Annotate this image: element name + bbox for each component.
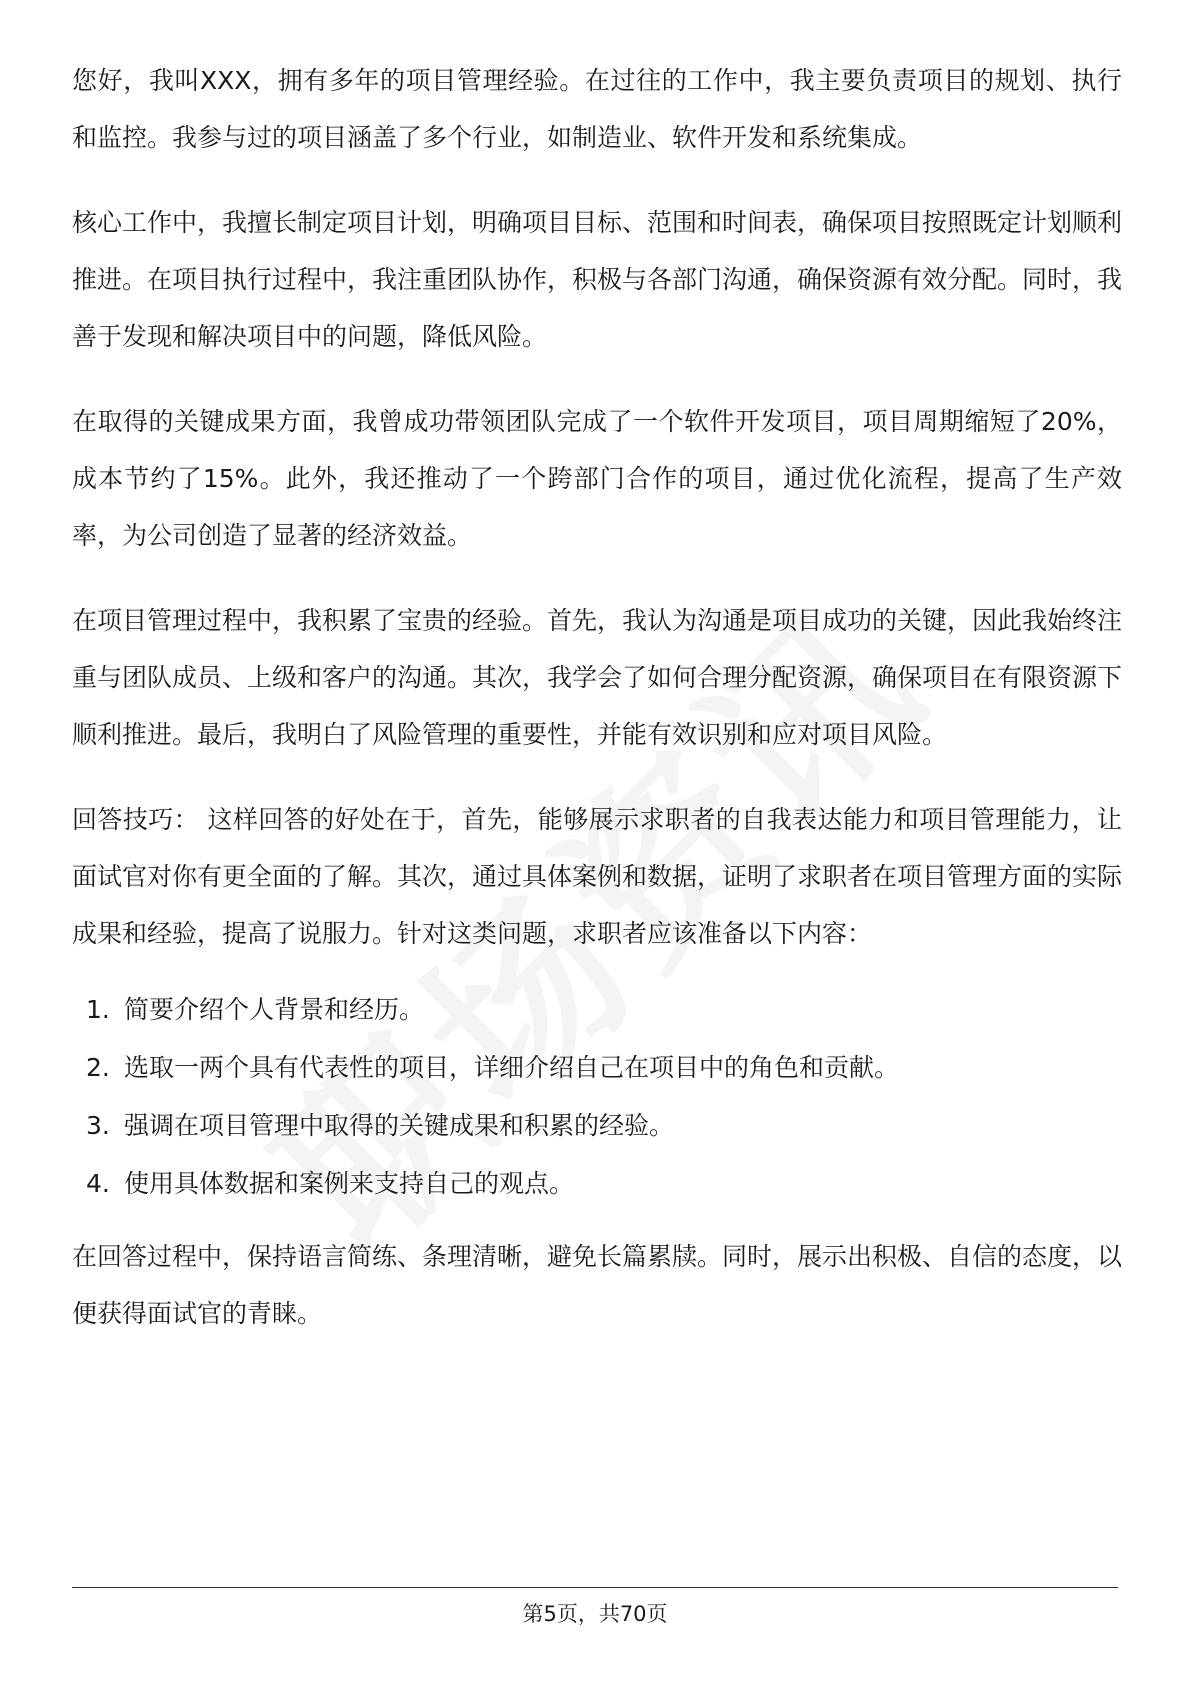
paragraph-closing: 在回答过程中，保持语言简练、条理清晰，避免长篇累牍。同时，展示出积极、自信的态度，以便获得面试官的青睐。 [72, 1242, 1123, 1328]
paragraph-answer-tips: 回答技巧： 这样回答的好处在于，首先，能够展示求职者的自我表达能力和项目管理能力，让面试官对你有更全面的了解。其次，通过具体案例和数据，证明了求职者在项目管理方面的实际成果和经验，提高了说服力。针对这类问题，求职者应该准备以下内容： [72, 805, 1123, 948]
list-item-text: 选取一两个具有代表性的项目，详细介绍自己在项目中的角色和贡献。 [124, 1053, 900, 1082]
preparation-list [72, 990, 1122, 1204]
list-item-number: 2. [86, 1053, 110, 1082]
list-item-number: 4. [86, 1169, 110, 1198]
paragraph-intro: 您好，我叫XXX，拥有多年的项目管理经验。在过往的工作中，我主要负责项目的规划、执行和监控。我参与过的项目涵盖了多个行业，如制造业、软件开发和系统集成。 [72, 66, 1122, 152]
document-page [72, 52, 1122, 1370]
list-item [72, 990, 1122, 1030]
paragraph-achievements: 在取得的关键成果方面，我曾成功带领团队完成了一个软件开发项目，项目周期缩短了20%，成本节约了15%。此外，我还推动了一个跨部门合作的项目，通过优化流程，提高了生产效率，为公司创造了显著的经济效益。 [72, 407, 1122, 550]
page-number: 第5页，共70页 [522, 1602, 668, 1626]
list-item-number: 3. [86, 1111, 110, 1140]
list-item [72, 1048, 1122, 1088]
list-item [72, 1164, 1122, 1204]
list-item-text: 使用具体数据和案例来支持自己的观点。 [124, 1169, 575, 1198]
list-item [72, 1106, 1122, 1146]
list-item-number: 1. [86, 995, 110, 1024]
paragraph-core-work: 核心工作中，我擅长制定项目计划，明确项目目标、范围和时间表，确保项目按照既定计划顺利推进。在项目执行过程中，我注重团队协作，积极与各部门沟通，确保资源有效分配。同时，我善于发现和解决项目中的问题，降低风险。 [72, 208, 1123, 351]
paragraph-experience: 在项目管理过程中，我积累了宝贵的经验。首先，我认为沟通是项目成功的关键，因此我始终注重与团队成员、上级和客户的沟通。其次，我学会了如何合理分配资源，确保项目在有限资源下顺利推进。最后，我明白了风险管理的重要性，并能有效识别和应对项目风险。 [72, 606, 1123, 749]
list-item-text: 强调在项目管理中取得的关键成果和积累的经验。 [124, 1111, 675, 1140]
footer-divider [72, 1587, 1118, 1588]
list-item-text: 简要介绍个人背景和经历。 [124, 995, 425, 1024]
